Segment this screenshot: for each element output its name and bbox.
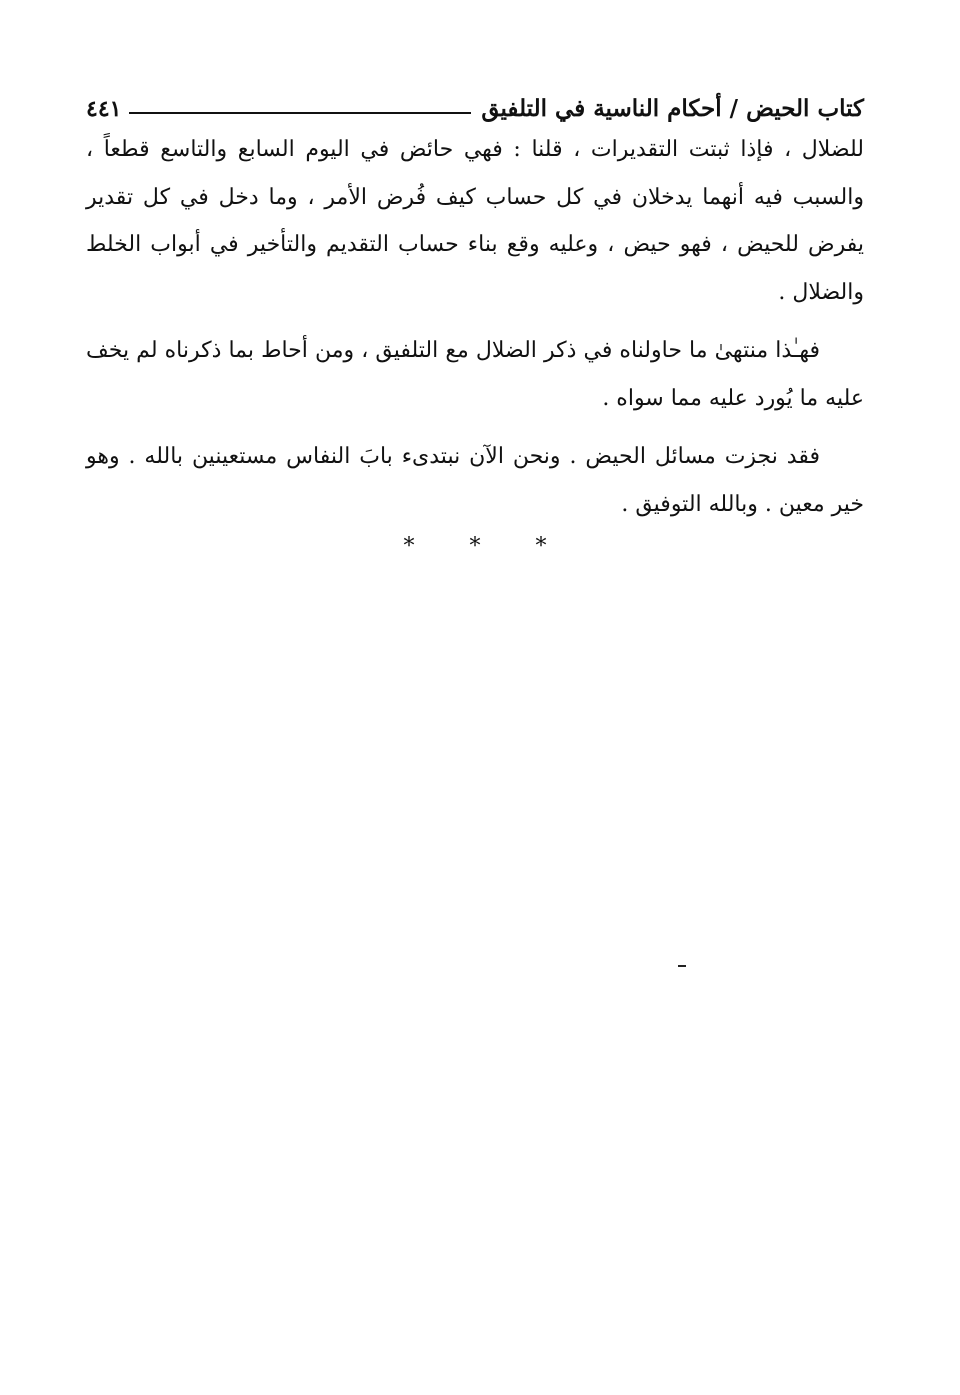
chapter-title: كتاب الحيض / أحكام الناسية في التلفيق bbox=[481, 95, 864, 122]
paragraph-2: فهـٰذا منتهىٰ ما حاولناه في ذكر الضلال مع التلفيق ، ومن أحاط بما ذكرناه لم يخف عليه ما يُورد عليه مما سواه . bbox=[86, 338, 864, 411]
stray-ink-mark bbox=[678, 965, 686, 967]
section-end-asterisks: * * * bbox=[403, 534, 571, 559]
page-number: ٤٤١ bbox=[86, 96, 122, 122]
book-page bbox=[86, 82, 864, 562]
paragraph-3: فقد نجزت مسائل الحيض . ونحن الآن نبتدىء بابَ النفاس مستعينين بالله . وهو خير معين . وبالله التوفيق . bbox=[86, 444, 864, 517]
paragraph-1: للضلال ، فإذا ثبتت التقديرات ، قلنا : فهي حائض في اليوم السابع والتاسع قطعاً ، والسبب فيه أنهما يدخلان في كل حساب كيف فُرض الأمر ، وما دخل في كل تقدير يفرض للحيض ، فهو حيض ، وعليه وقع بناء حساب التقديم والتأخير في أبواب الخلط والضلال . bbox=[86, 137, 864, 305]
body-text bbox=[86, 126, 864, 528]
header-rule bbox=[129, 112, 471, 114]
running-header bbox=[86, 82, 864, 120]
